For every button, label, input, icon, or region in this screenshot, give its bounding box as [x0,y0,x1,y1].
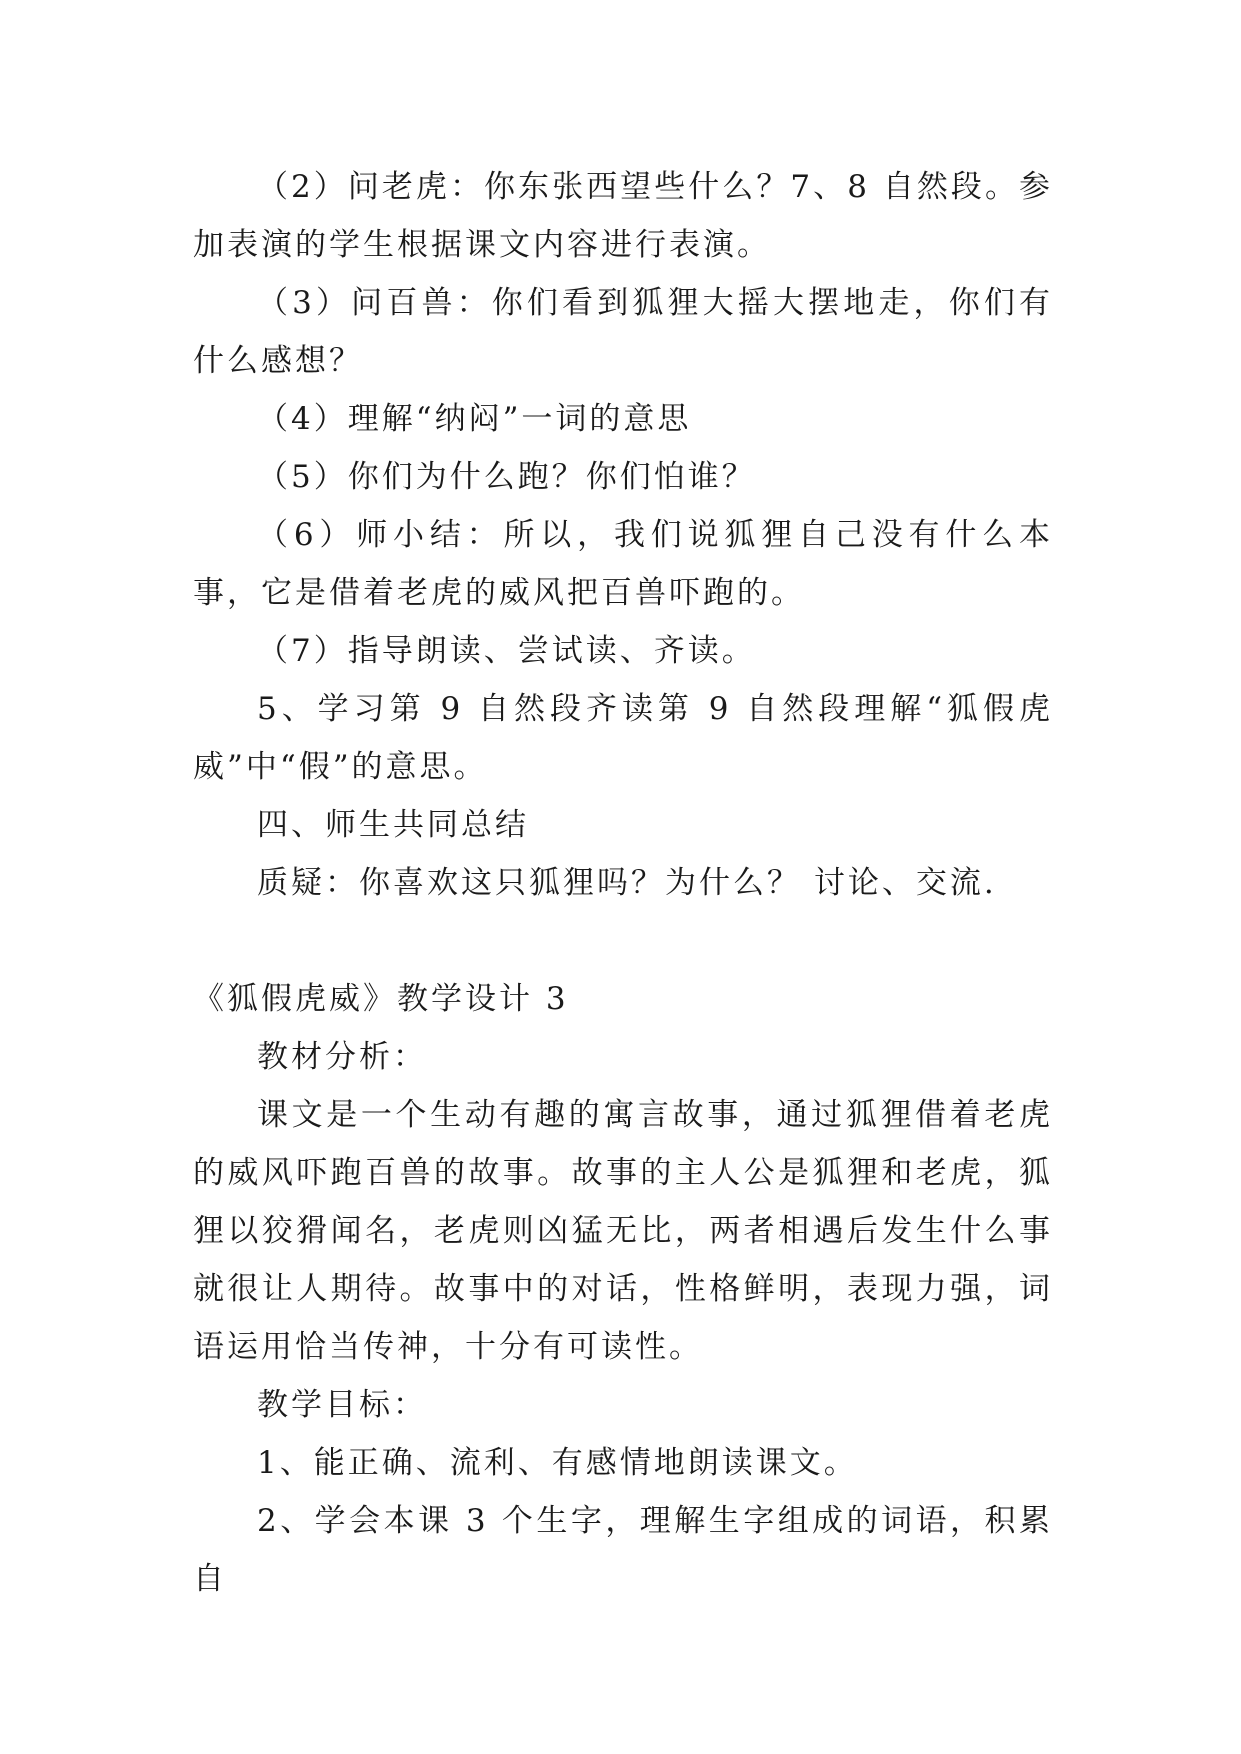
paragraph-study-section-9: 5、学习第 9 自然段齐读第 9 自然段理解“狐假虎威”中“假”的意思。 [193,691,1053,785]
paragraph-material-analysis: 课文是一个生动有趣的寓言故事，通过狐狸借着老虎的威风吓跑百兽的故事。故事的主人公是狐狸和老虎，狐狸以狡猾闻名，老虎则凶猛无比，两者相遇后发生什么事就很让人期待。故事中的对话，性格鲜明，表现力强，词语运用恰当传神，十分有可读性。 [193,1097,1053,1365]
document-body [193,158,1053,1608]
paragraph-ask-tiger: （2）问老虎：你东张西望些什么？7、8 自然段。参加表演的学生根据课文内容进行表演。 [193,169,1053,263]
paragraph-guided-reading: （7）指导朗读、尝试读、齐读。 [257,633,756,669]
paragraph-understand-namen: （4）理解“纳闷”一词的意思 [257,401,692,437]
paragraph-material-analysis-heading: 教材分析： [257,1039,427,1075]
section-title: 《狐假虎威》教学设计 3 [193,981,569,1017]
paragraph-question: 质疑：你喜欢这只狐狸吗？为什么？ 讨论、交流. [257,865,997,901]
paragraph-why-run: （5）你们为什么跑？你们怕谁？ [257,459,756,495]
paragraph-goal-2: 2、学会本课 3 个生字，理解生字组成的词语，积累自 [193,1503,1053,1597]
paragraph-ask-animals: （3）问百兽：你们看到狐狸大摇大摆地走，你们有什么感想？ [193,285,1053,379]
paragraph-summary-heading: 四、师生共同总结 [257,807,529,843]
paragraph-teacher-summary: （6）师小结：所以，我们说狐狸自己没有什么本事，它是借着老虎的威风把百兽吓跑的。 [193,517,1053,611]
paragraph-teaching-goals-heading: 教学目标： [257,1387,427,1423]
section-spacer [193,912,1053,970]
paragraph-goal-1: 1、能正确、流利、有感情地朗读课文。 [257,1445,858,1481]
